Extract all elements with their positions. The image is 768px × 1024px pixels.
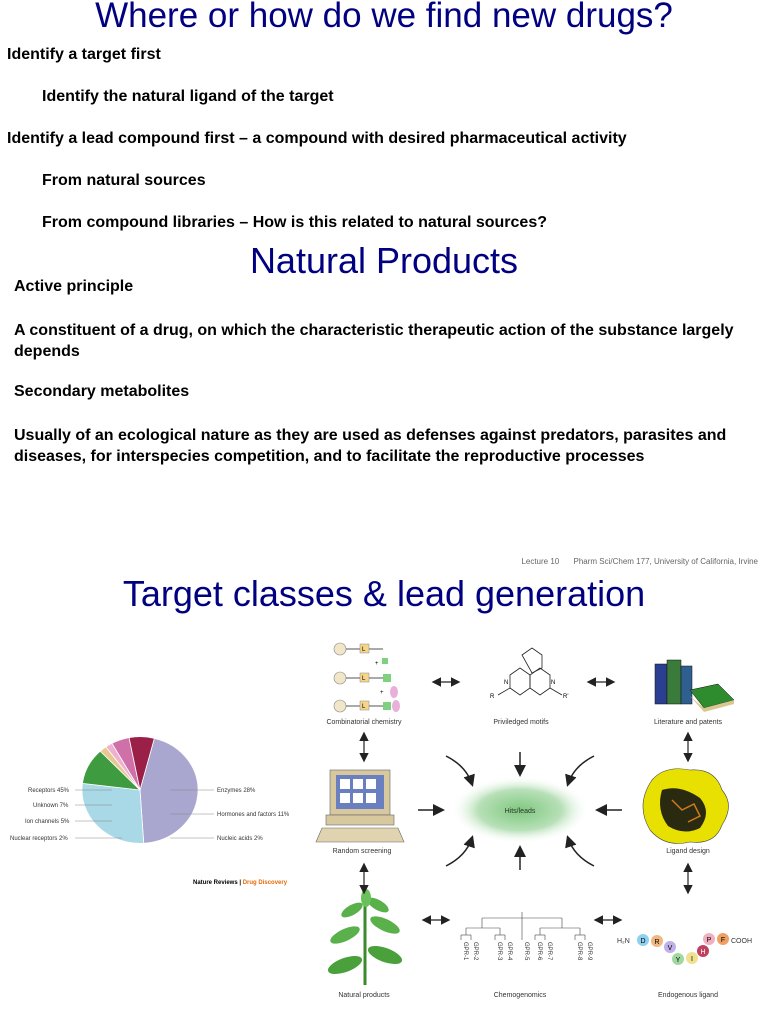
slide2-title: Natural Products xyxy=(249,240,519,281)
active-principle-heading: Active principle xyxy=(14,278,134,295)
combinatorial-chemistry-icon xyxy=(334,643,400,712)
label-privileged-motifs: Priviledged motifs xyxy=(493,719,549,726)
privileged-motif-molecule-icon xyxy=(498,648,562,695)
pie-label-enzymes: Enzymes 28% xyxy=(217,788,256,794)
footer-course: Pharm Sci/Chem 177, University of California, Irvine xyxy=(573,557,758,566)
svg-text:L: L xyxy=(362,647,366,653)
endogenous-ligand-peptide-icon xyxy=(637,933,729,965)
gpr-label: GPR-3 xyxy=(496,942,502,961)
svg-text:R: R xyxy=(490,694,495,700)
svg-text:N: N xyxy=(551,680,556,686)
computer-random-screening-icon xyxy=(316,770,404,842)
gpr-label: GPR-7 xyxy=(546,942,552,961)
label-hits-leads: Hits/leads xyxy=(504,808,536,815)
gpr-label: GPR-8 xyxy=(576,942,582,961)
bullet-lead-compound: Identify a lead compound first – a compound with desired pharmaceutical activity xyxy=(7,130,627,147)
gpr-label: GPR-6 xyxy=(536,942,542,961)
svg-text:V: V xyxy=(667,945,673,952)
svg-text:L: L xyxy=(362,704,366,710)
ligand-design-protein-icon xyxy=(643,769,729,844)
literature-books-icon xyxy=(655,660,734,712)
slide-footer xyxy=(521,557,758,566)
gpr-label: GPR-2 xyxy=(472,942,478,961)
footer-lecture: Lecture 10 xyxy=(521,557,560,566)
label-combinatorial-chemistry: Combinatorial chemistry xyxy=(326,719,402,726)
label-natural-products: Natural products xyxy=(338,992,390,999)
label-random-screening: Random screening xyxy=(332,848,392,855)
pie-label-ion-channels: Ion channels 5% xyxy=(25,819,70,825)
pie-slice-enzymes xyxy=(82,783,144,843)
svg-text:R': R' xyxy=(563,694,569,700)
pie-label-hormones: Hormones and factors 11% xyxy=(217,812,290,818)
svg-text:D: D xyxy=(640,938,646,945)
svg-text:R: R xyxy=(654,939,660,946)
svg-text:+: + xyxy=(380,690,384,696)
svg-text:I: I xyxy=(691,956,693,963)
natural-products-plant-icon xyxy=(326,889,405,985)
svg-text:+: + xyxy=(375,661,379,667)
pie-label-nucleic-acids: Nucleic acids 2% xyxy=(217,836,263,842)
label-ligand-design: Ligand design xyxy=(666,848,710,855)
label-literature-patents: Literature and patents xyxy=(653,719,723,726)
gpr-label: GPR-4 xyxy=(506,942,512,961)
bullet-identify-target: Identify a target first xyxy=(7,46,161,63)
peptide-cterm: COOH xyxy=(731,938,752,945)
svg-text:F: F xyxy=(720,937,726,944)
label-endogenous-ligand: Endogenous ligand xyxy=(658,992,718,999)
slide3-title: Target classes & lead generation xyxy=(122,573,646,614)
peptide-nterm: H₂N xyxy=(617,938,630,945)
svg-text:N: N xyxy=(504,680,509,686)
credit-drug-discovery: Drug Discovery xyxy=(241,880,288,886)
svg-text:P: P xyxy=(706,937,712,944)
gpr-label: GPR-9 xyxy=(586,942,592,961)
target-classes-figure xyxy=(0,620,768,1020)
svg-text:Nature Reviews | Drug Discover xyxy=(193,880,288,886)
gpr-label: GPR-1 xyxy=(462,942,468,961)
active-principle-text: A constituent of a drug, on which the characteristic therapeutic action of the substance largely depends xyxy=(14,322,734,360)
pie-label-nuclear-receptors: Nuclear receptors 2% xyxy=(10,836,68,842)
svg-text:L: L xyxy=(362,676,366,682)
label-chemogenomics: Chemogenomics xyxy=(493,992,547,999)
bullet-compound-libraries: From compound libraries – How is this related to natural sources? xyxy=(42,214,547,231)
secondary-metabolites-text: Usually of an ecological nature as they are used as defenses against predators, parasites and diseases, for interspecies competition, and to facilitate the reproductive processes xyxy=(14,427,727,465)
pie-label-receptors: Receptors 45% xyxy=(28,788,70,794)
chemogenomics-tree-icon xyxy=(461,912,585,940)
secondary-metabolites-heading: Secondary metabolites xyxy=(14,383,190,400)
credit-nature-reviews: Nature Reviews | xyxy=(193,880,242,886)
slide1-title: Where or how do we find new drugs? xyxy=(95,0,673,35)
bullet-natural-sources: From natural sources xyxy=(42,172,206,189)
pie-label-unknown: Unknown 7% xyxy=(33,803,69,809)
svg-text:H: H xyxy=(700,949,706,956)
bullet-natural-ligand: Identify the natural ligand of the target xyxy=(42,88,334,105)
gpr-label: GPR-5 xyxy=(523,942,529,961)
svg-text:Y: Y xyxy=(675,957,681,964)
